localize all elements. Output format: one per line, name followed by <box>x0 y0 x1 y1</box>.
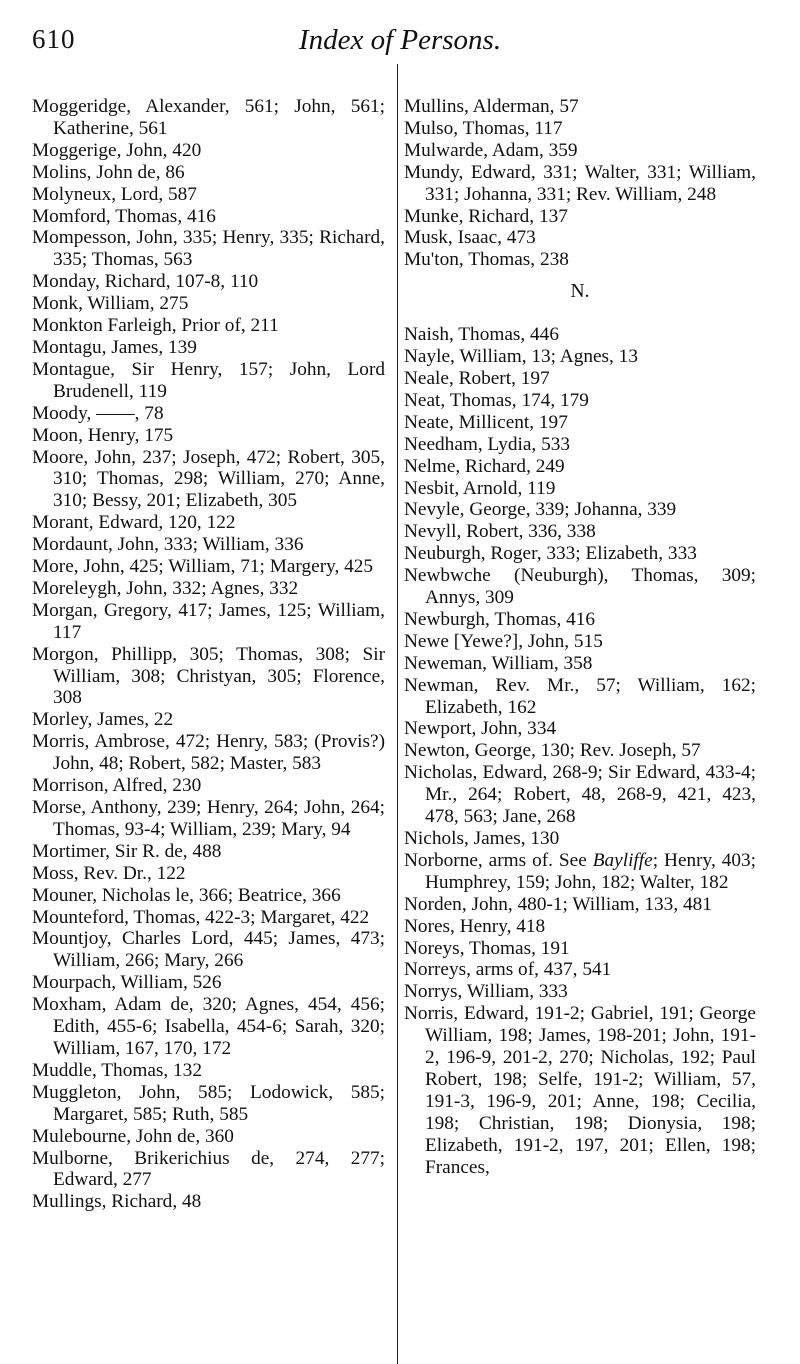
index-entry: Norris, Edward, 191-2; Gabriel, 191; George William, 198; James, 198-201; John, 191-2, 196-9, 201-2, 270; Nicholas, 192; Paul Robert, 198; Selfe, 191-2; William, 57, 191-3, 196-9, 201; Anne, 198; Cecilia, 198; Christian, 198; Dionysia, 198; Elizabeth, 191-2, 197, 201; Ellen, 198; Frances, <box>404 1003 756 1178</box>
index-entry: Moxham, Adam de, 320; Agnes, 454, 456; Edith, 455-6; Isabella, 454-6; Sarah, 320; William, 167, 170, 172 <box>32 994 385 1059</box>
right-index-column <box>404 96 756 1179</box>
index-entry: Mourpach, William, 526 <box>32 972 222 994</box>
index-entry: Morse, Anthony, 239; Henry, 264; John, 264; Thomas, 93-4; William, 239; Mary, 94 <box>32 797 385 840</box>
index-entry: Norrys, William, 333 <box>404 981 568 1003</box>
index-entry: Monkton Farleigh, Prior of, 211 <box>32 315 279 337</box>
index-entry: Mouner, Nicholas le, 366; Beatrice, 366 <box>32 884 341 906</box>
index-entry: Nayle, William, 13; Agnes, 13 <box>404 346 638 368</box>
index-entry: Newton, George, 130; Rev. Joseph, 57 <box>404 740 701 762</box>
index-entry: Montague, Sir Henry, 157; John, Lord Brudenell, 119 <box>32 358 385 402</box>
index-entry: Mountjoy, Charles Lord, 445; James, 473; William, 266; Mary, 266 <box>32 928 385 972</box>
index-entry: Moreleygh, John, 332; Agnes, 332 <box>32 577 299 599</box>
index-entry: Momford, Thomas, 416 <box>32 205 216 227</box>
index-entry: Mortimer, Sir R. de, 488 <box>32 840 222 862</box>
index-entry: Naish, Thomas, 446 <box>404 324 559 346</box>
index-entry: Monk, William, 275 <box>32 293 189 315</box>
index-entry: Mundy, Edward, 331; Walter, 331; William, 331; Johanna, 331; Rev. William, 248 <box>404 161 756 205</box>
index-entry: Molins, John de, 86 <box>32 161 185 183</box>
index-entry: Neate, Millicent, 197 <box>404 411 568 433</box>
index-entry: Muggleton, John, 585; Lodowick, 585; Margaret, 585; Ruth, 585 <box>32 1081 385 1125</box>
index-entry: Nesbit, Arnold, 119 <box>404 477 556 499</box>
index-entry: Neuburgh, Roger, 333; Elizabeth, 333 <box>404 543 697 565</box>
index-entry: Molyneux, Lord, 587 <box>32 183 197 205</box>
index-entry: Nevyle, George, 339; Johanna, 339 <box>404 499 677 521</box>
n-entries <box>404 324 756 850</box>
index-entry: Morrison, Alfred, 230 <box>32 775 202 797</box>
index-entry: Muddle, Thomas, 132 <box>32 1059 202 1081</box>
index-entry: Moore, John, 237; Joseph, 472; Robert, 305, 310; Thomas, 298; William, 270; Anne, 310; Bessy, 201; Elizabeth, 305 <box>32 446 385 512</box>
index-entry: Mordaunt, John, 333; William, 336 <box>32 534 304 556</box>
index-entry: Mullins, Alderman, 57 <box>404 96 579 117</box>
index-entry: Nichols, James, 130 <box>404 828 560 849</box>
index-entry: Munke, Richard, 137 <box>404 205 568 227</box>
index-entry: Moggeridge, Alexander, 561; John, 561; Katherine, 561 <box>32 96 385 139</box>
index-entry: Norden, John, 480-1; William, 133, 481 <box>404 893 712 915</box>
index-entry: Musk, Isaac, 473 <box>404 227 536 249</box>
norborne-text-rest: ; Henry, 403; Humphrey, 159; John, 182; Walter, 182 <box>425 849 756 893</box>
index-entry: Nicholas, Edward, 268-9; Sir Edward, 433-4; Mr., 264; Robert, 48, 268-9, 421, 423, 478, 563; Jane, 268 <box>404 762 756 828</box>
norborne-text: Norborne, arms of. See <box>404 849 593 871</box>
index-entry: Morant, Edward, 120, 122 <box>32 512 236 534</box>
index-entry: Moss, Rev. Dr., 122 <box>32 862 186 884</box>
index-entry: More, John, 425; William, 71; Margery, 425 <box>32 556 374 578</box>
index-entry: Morgan, Gregory, 417; James, 125; William, 117 <box>32 599 385 643</box>
index-entry: Morris, Ambrose, 472; Henry, 583; (Provis?) John, 48; Robert, 582; Master, 583 <box>32 731 385 775</box>
index-entry: Newburgh, Thomas, 416 <box>404 608 596 630</box>
index-entry: Newe [Yewe?], John, 515 <box>404 630 603 652</box>
index-entry: Morgon, Phillipp, 305; Thomas, 308; Sir William, 308; Christyan, 305; Florence, 308 <box>32 643 385 709</box>
index-entry: Newport, John, 334 <box>404 718 557 740</box>
section-letter-n: N. <box>570 281 590 303</box>
index-entry: Monday, Richard, 107-8, 110 <box>32 271 259 293</box>
index-entry: Moon, Henry, 175 <box>32 424 174 446</box>
index-entry-norborne <box>404 850 756 894</box>
index-entry: Mompesson, John, 335; Henry, 335; Richard, 335; Thomas, 563 <box>32 227 385 271</box>
left-index-column <box>32 96 385 1213</box>
index-entry: Nevyll, Robert, 336, 338 <box>404 521 596 543</box>
index-entry: Montagu, James, 139 <box>32 336 197 358</box>
page-number: 610 <box>32 24 76 54</box>
index-entry: Needham, Lydia, 533 <box>404 433 570 455</box>
index-entry: Moody, ——, 78 <box>32 402 164 424</box>
index-entry: Mulwarde, Adam, 359 <box>404 139 578 161</box>
index-entry: Nelme, Richard, 249 <box>404 455 565 477</box>
index-entry: Mulso, Thomas, 117 <box>404 117 563 139</box>
index-entry: Mulborne, Brikerichius de, 274, 277; Edward, 277 <box>32 1147 385 1191</box>
index-entry: Mu'ton, Thomas, 238 <box>404 249 569 271</box>
index-entry: Noreys, Thomas, 191 <box>404 937 570 959</box>
index-entry: Neat, Thomas, 174, 179 <box>404 389 589 411</box>
index-entry: Mullings, Richard, 48 <box>32 1191 202 1213</box>
index-entry: Newbwche (Neuburgh), Thomas, 309; Annys, 309 <box>404 565 756 609</box>
column-divider <box>397 64 398 1364</box>
running-title: Index of Persons. <box>298 24 502 56</box>
index-entry: Neale, Robert, 197 <box>404 367 550 389</box>
index-entry: Neweman, William, 358 <box>404 652 593 674</box>
index-entry: Mulebourne, John de, 360 <box>32 1125 234 1147</box>
page-header <box>32 18 768 64</box>
index-entry: Mounteford, Thomas, 422-3; Margaret, 422 <box>32 906 370 928</box>
index-entry: Nores, Henry, 418 <box>404 915 546 937</box>
norborne-cross-reference: Bayliffe <box>592 849 653 871</box>
index-entry: Morley, James, 22 <box>32 709 174 731</box>
m-entries-continued <box>404 96 756 271</box>
index-entry: Norreys, arms of, 437, 541 <box>404 959 612 981</box>
n-entries-continued <box>404 894 756 1179</box>
index-entry: Newman, Rev. Mr., 57; William, 162; Elizabeth, 162 <box>404 674 756 718</box>
index-entry: Moggerige, John, 420 <box>32 139 202 161</box>
